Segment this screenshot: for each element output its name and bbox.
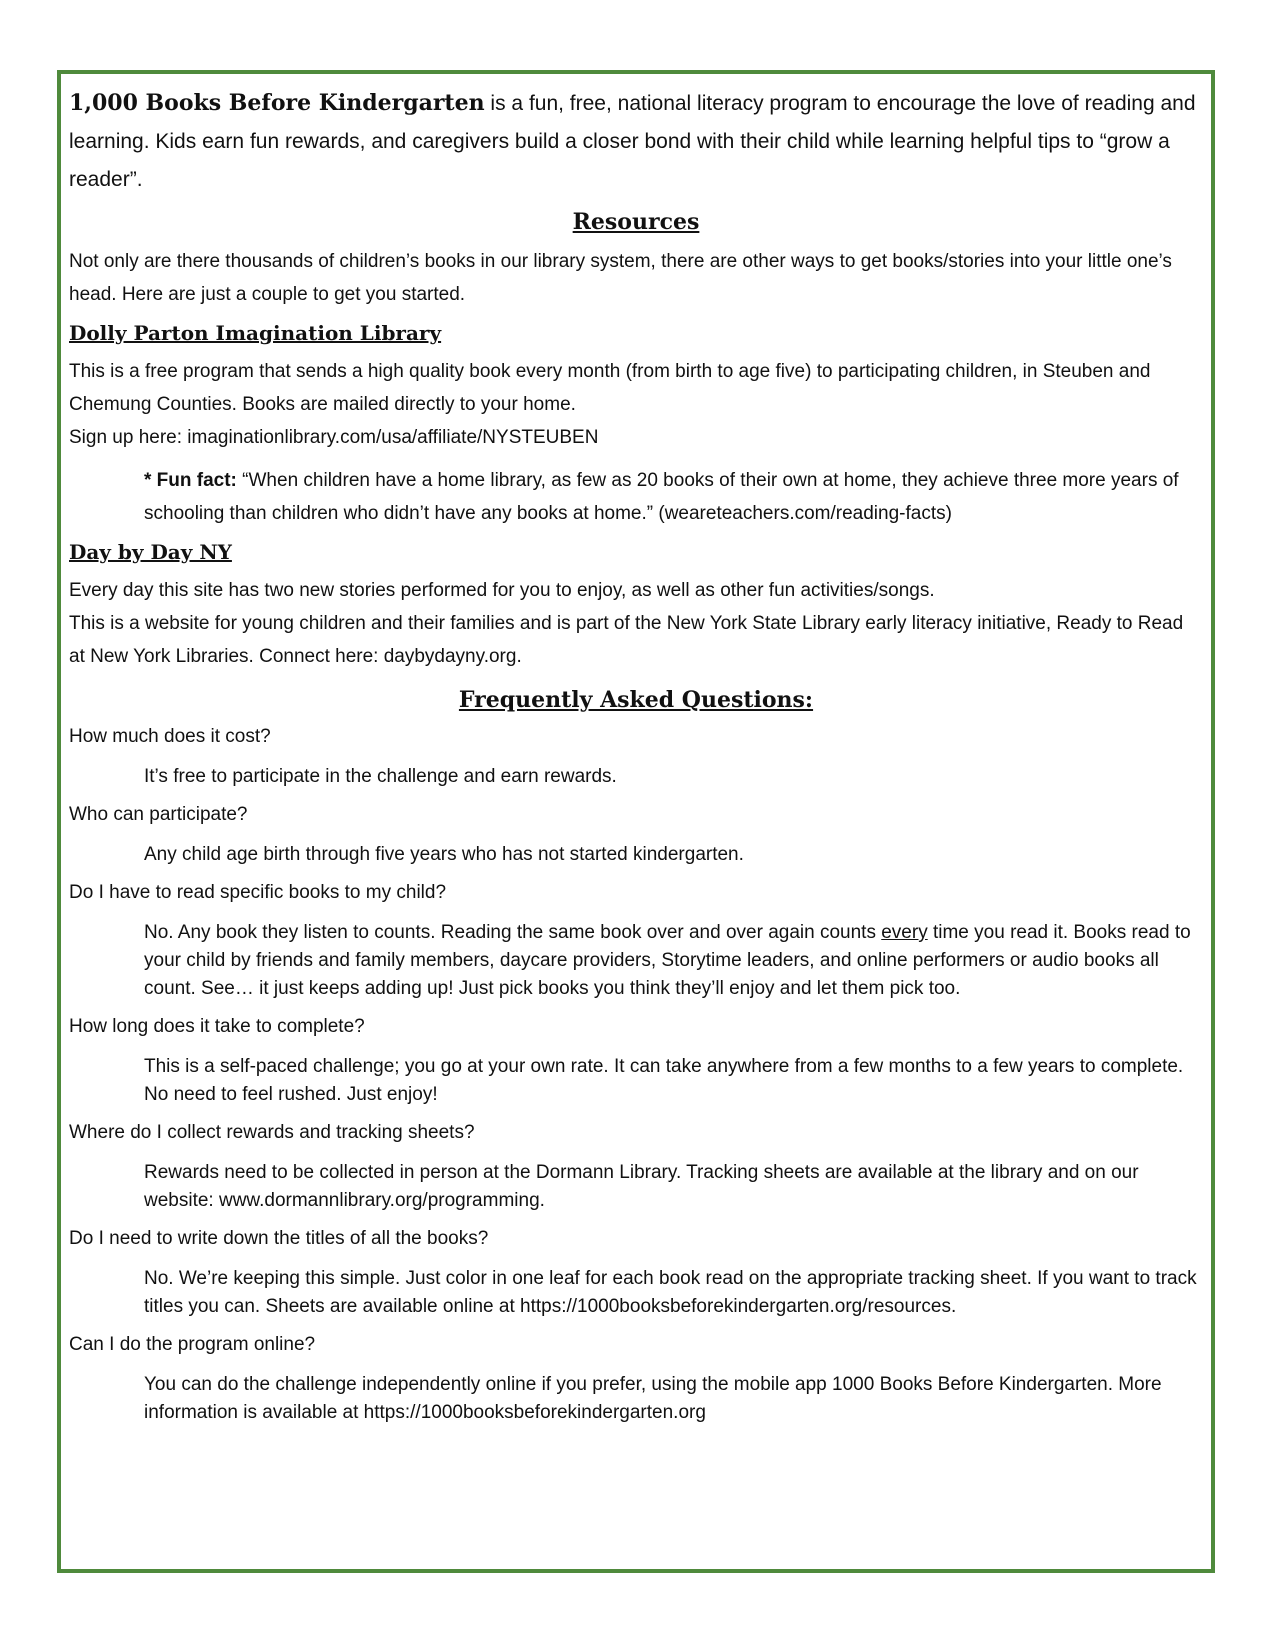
- faq-answer: It’s free to participate in the challenge and earn rewards.: [144, 766, 617, 787]
- faq-answer: Rewards need to be collected in person at the Dormann Library. Tracking sheets are available at the library and on our website: www.dormannlibrary.org/programming.: [144, 1162, 1139, 1211]
- faq-answer: This is a self-paced challenge; you go at your own rate. It can take anywhere from a few months to a few years to complete. No need to feel rushed. Just enjoy!: [144, 1056, 1184, 1105]
- daybyday-line2: This is a website for young children and their families and is part of the New York State Library early literacy initiative, Ready to Read at New York Libraries. Connect here: daybydayny.org.: [69, 613, 1184, 667]
- resources-text: Not only are there thousands of children’s books in our library system, there are other ways to get books/stories into your little one’s head. Here are just a couple to get you started.: [69, 251, 1172, 305]
- daybyday-heading: Day by Day NY: [69, 540, 232, 564]
- program-name: 1,000 Books Before Kindergarten: [69, 90, 485, 116]
- faq-heading: Frequently Asked Questions:: [458, 687, 814, 713]
- faq-question: How much does it cost?: [69, 726, 271, 747]
- daybyday-line1: Every day this site has two new stories performed for you to enjoy, as well as other fun activities/songs.: [69, 580, 935, 601]
- dolly-heading: Dolly Parton Imagination Library: [69, 321, 442, 345]
- fun-fact-text: “When children have a home library, as few as 20 books of their own at home, they achieve three more years of schooling than children who didn’t have any books at home.” (weareteachers.com/reading-facts): [144, 470, 1179, 524]
- intro-paragraph: [69, 84, 1203, 199]
- intro-text: is a fun, free, national literacy program to encourage the love of reading and learning. Kids earn fun rewards, and caregivers build a closer bond with their child while learning helpful tips to “grow a reader”.: [69, 92, 1196, 191]
- faq-answer: [144, 919, 1203, 1003]
- faq-answer-emphasis: every: [881, 922, 928, 943]
- faq-answer: No. We’re keeping this simple. Just color in one leaf for each book read on the appropriate tracking sheet. If you want to track titles you can. Sheets are available online at https://1000booksbeforekindergarten.org/resources.: [144, 1268, 1197, 1317]
- fun-fact-label: * Fun fact:: [144, 470, 237, 491]
- faq-answer-part: No. Any book they listen to counts. Reading the same book over and over again counts: [144, 922, 882, 943]
- faq-question: Do I have to read specific books to my child?: [69, 882, 447, 903]
- faq-answer-part: time you read it. Books read to your child by friends and family members, daycare providers, Storytime leaders, and online performers or audio books all count. See… it just keeps adding up! Just pick books you think they’ll enjoy and let them pick too.: [144, 922, 1191, 999]
- faq-question: Can I do the program online?: [69, 1334, 316, 1355]
- faq-answer: You can do the challenge independently online if you prefer, using the mobile app 1000 Books Before Kindergarten. More information is available at https://1000booksbeforekindergarten.org: [144, 1374, 1162, 1423]
- fun-fact: [144, 464, 1203, 530]
- resources-heading: Resources: [572, 209, 700, 235]
- dolly-signup: Sign up here: imaginationlibrary.com/usa/affiliate/NYSTEUBEN: [69, 427, 599, 448]
- faq-question: Who can participate?: [69, 804, 248, 825]
- dolly-text: This is a free program that sends a high quality book every month (from birth to age five) to participating children, in Steuben and Chemung Counties. Books are mailed directly to your home.: [69, 361, 1151, 415]
- faq-question: Do I need to write down the titles of all the books?: [69, 1228, 489, 1249]
- faq-question: Where do I collect rewards and tracking sheets?: [69, 1122, 475, 1143]
- faq-answer: Any child age birth through five years who has not started kindergarten.: [144, 844, 744, 865]
- content-frame: [57, 70, 1215, 1573]
- faq-question: How long does it take to complete?: [69, 1016, 365, 1037]
